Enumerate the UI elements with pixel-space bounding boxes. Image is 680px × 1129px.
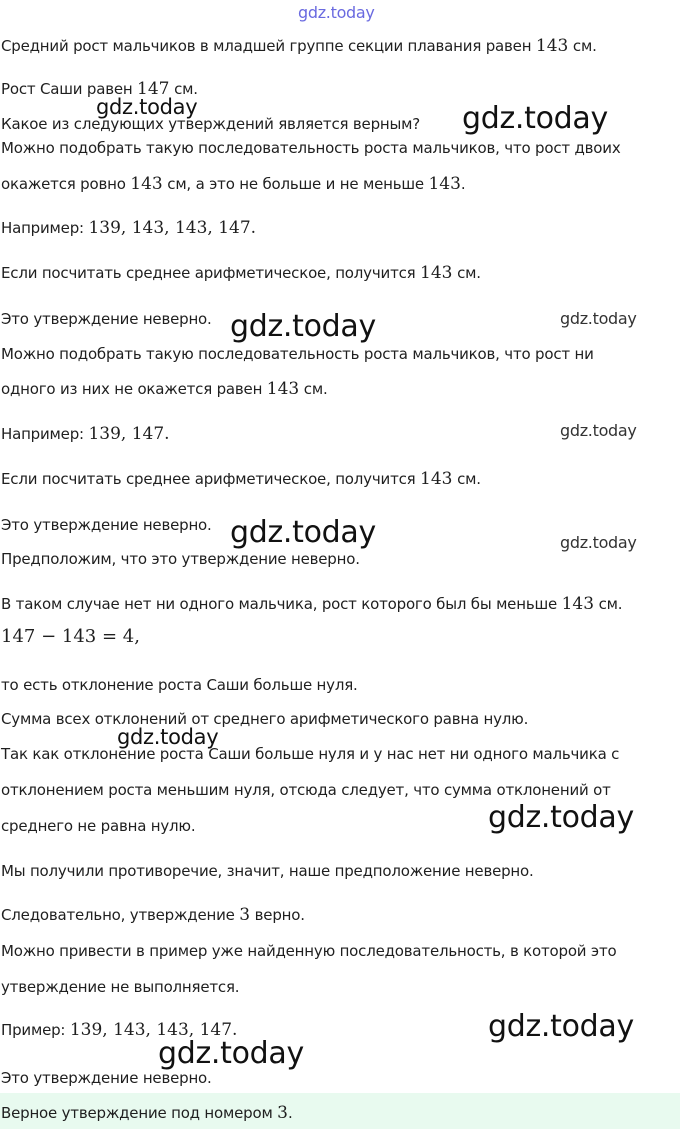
s1-average — [1, 263, 481, 283]
math-value: 143 — [266, 379, 300, 399]
example-label: Например: — [1, 425, 89, 443]
text-segment: Если посчитать среднее арифметическое, получится — [1, 470, 421, 488]
s2-line-2 — [1, 379, 328, 399]
math-value: 3 — [239, 905, 251, 925]
watermark: gdz.today — [560, 421, 637, 440]
math-value: 143 — [420, 263, 453, 283]
text-segment: . — [287, 1104, 293, 1122]
math-value: 143 — [130, 174, 163, 194]
watermark: gdz.today — [462, 101, 608, 136]
watermark: gdz.today — [96, 95, 198, 119]
example-values: 139, 143, 143, 147. — [69, 1020, 238, 1040]
s3-line-1: Предположим, что это утверждение неверно. — [1, 550, 360, 568]
text-segment: верно. — [250, 906, 305, 924]
watermark: gdz.today — [158, 1036, 304, 1071]
text-segment: см. — [452, 264, 481, 282]
text-segment: одного из них не окажется равен — [1, 380, 267, 398]
text-segment: . — [460, 175, 466, 193]
answer-line — [1, 1103, 293, 1123]
text-segment: Следовательно, утверждение — [1, 906, 240, 924]
math-value: 147 — [137, 79, 170, 99]
s3-line-4: Сумма всех отклонений от среднего арифметического равна нулю. — [1, 710, 529, 728]
math-value: 143 — [561, 594, 595, 614]
s3-line-3: то есть отклонение роста Саши больше нуля. — [1, 676, 358, 694]
s4-line-1: Можно привести в пример уже найденную последовательность, в которой это — [1, 942, 617, 960]
math-value: 143 — [420, 469, 453, 489]
s1-line-1: Можно подобрать такую последовательность роста мальчиков, что рост двоих — [1, 139, 621, 157]
text-segment: Средний рост мальчиков в младшей группе секции плавания равен — [1, 37, 536, 55]
watermark: gdz.today — [117, 725, 219, 749]
watermark: gdz.today — [230, 515, 376, 550]
s3-line-9 — [1, 905, 305, 925]
math-value: 143 — [428, 174, 461, 194]
text-segment: см. — [169, 80, 198, 98]
task-line-3: Какое из следующих утверждений является верным? — [1, 115, 421, 133]
example-label: Пример: — [1, 1021, 70, 1039]
watermark: gdz.today — [230, 309, 376, 344]
text-segment: см, а это не больше и не меньше — [162, 175, 429, 193]
watermark: gdz.today — [488, 800, 634, 835]
s1-line-2 — [1, 174, 466, 194]
s4-verdict: Это утверждение неверно. — [1, 1069, 212, 1087]
text-segment: Рост Саши равен — [1, 80, 138, 98]
s3-line-7: среднего не равна нулю. — [1, 817, 196, 835]
text-segment: В таком случае нет ни одного мальчика, рост которого был бы меньше — [1, 595, 562, 613]
math-value: 143 — [535, 36, 569, 56]
example-values: 139, 143, 143, 147. — [88, 218, 257, 238]
s1-verdict: Это утверждение неверно. — [1, 310, 212, 328]
text-segment: Если посчитать среднее арифметическое, получится — [1, 264, 421, 282]
s1-example — [1, 218, 256, 238]
text-segment: см. — [594, 595, 623, 613]
watermark: gdz.today — [488, 1009, 634, 1044]
s4-line-2: утверждение не выполняется. — [1, 978, 240, 996]
s3-line-8: Мы получили противоречие, значит, наше предположение неверно. — [1, 862, 534, 880]
watermark: gdz.today — [560, 309, 637, 328]
text-segment: окажется ровно — [1, 175, 131, 193]
task-line-1 — [1, 36, 597, 56]
s3-line-2 — [1, 594, 622, 614]
text-segment: см. — [568, 37, 597, 55]
s2-line-1: Можно подобрать такую последовательность роста мальчиков, что рост ни — [1, 345, 594, 363]
watermark-top: gdz.today — [298, 3, 375, 22]
text-segment: см. — [299, 380, 328, 398]
text-segment: Верное утверждение под номером — [1, 1104, 278, 1122]
text-segment: см. — [452, 470, 481, 488]
example-label: Например: — [1, 219, 89, 237]
s2-verdict: Это утверждение неверно. — [1, 516, 212, 534]
s3-line-5: Так как отклонение роста Саши больше нуля и у нас нет ни одного мальчика с — [1, 745, 620, 763]
s3-formula: 147 − 143 = 4, — [1, 626, 140, 647]
s2-example — [1, 424, 170, 444]
math-value: 3 — [277, 1103, 288, 1123]
example-values: 139, 147. — [88, 424, 170, 444]
s3-line-6: отклонением роста меньшим нуля, отсюда следует, что сумма отклонений от — [1, 781, 611, 799]
watermark: gdz.today — [560, 533, 637, 552]
s2-average — [1, 469, 481, 489]
